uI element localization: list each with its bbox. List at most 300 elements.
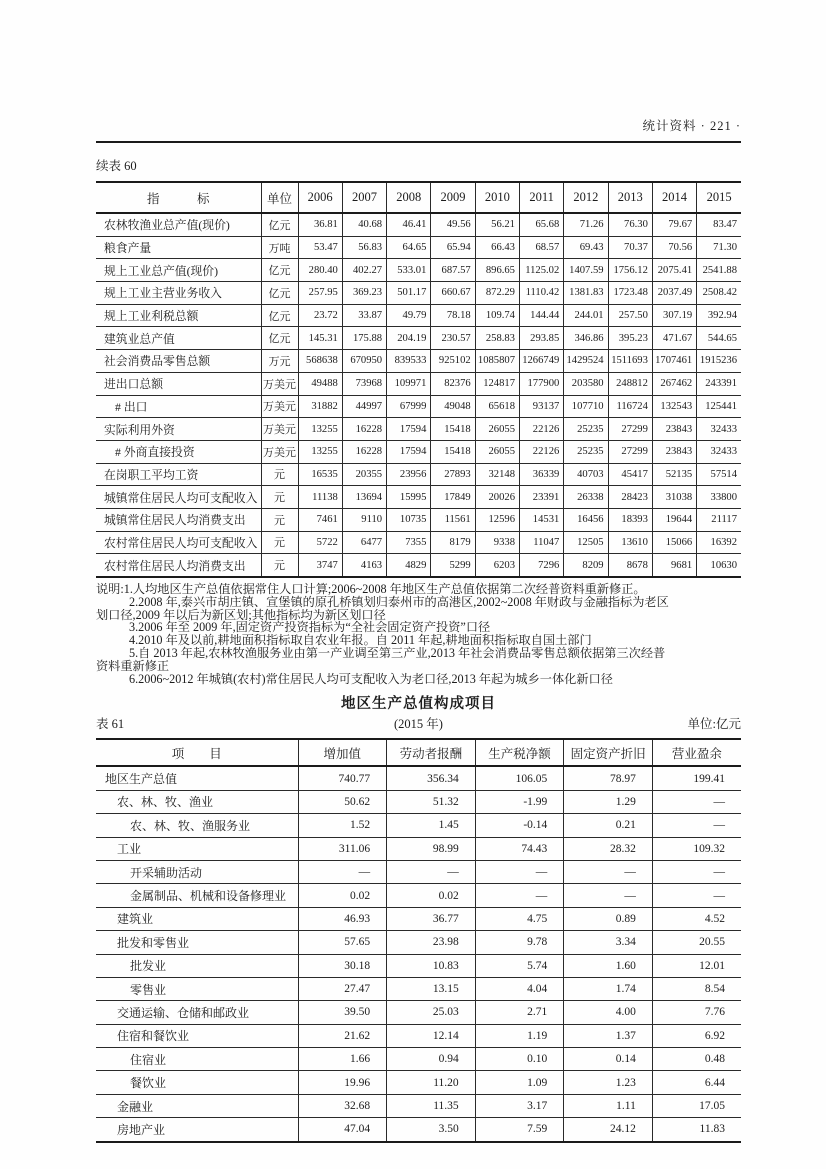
column-header-year: 2006: [298, 182, 342, 213]
column-header-year: 2008: [387, 182, 431, 213]
value-cell: 501.17: [387, 282, 431, 305]
value-cell: 1.37: [564, 1024, 653, 1047]
value-cell: 17849: [431, 486, 475, 509]
value-cell: 544.65: [697, 327, 741, 350]
table-row: [96, 1094, 741, 1117]
value-cell: —: [298, 860, 387, 883]
table-row: [96, 531, 741, 554]
item-cell: 批发和零售业: [96, 931, 298, 954]
value-cell: 98.99: [387, 837, 476, 860]
unit-cell: 万美元: [261, 418, 298, 441]
table61-title: 地区生产总值构成项目: [341, 696, 496, 713]
value-cell: 46.93: [298, 907, 387, 930]
table-row: [96, 213, 741, 236]
indicator-cell: 粮食产量: [96, 236, 261, 259]
value-cell: 27299: [608, 440, 652, 463]
note-line: 2.2008 年,泰兴市胡庄镇、宣堡镇的原孔桥镇划归泰州市的高港区,2002~2008 年财政与金融指标为老区: [129, 594, 669, 609]
value-cell: 2.71: [475, 1001, 564, 1024]
item-cell: 住宿和餐饮业: [96, 1024, 298, 1047]
value-cell: 13255: [298, 440, 342, 463]
note-line: 说明:1.人均地区生产总值依据常住人口计算;2006~2008 年地区生产总值依据第二次经普资料重新修正。: [96, 582, 646, 596]
value-cell: —: [652, 790, 741, 813]
value-cell: 109971: [387, 372, 431, 395]
value-cell: 1756.12: [608, 259, 652, 282]
value-cell: 69.43: [564, 236, 608, 259]
value-cell: 31038: [652, 486, 696, 509]
value-cell: 49488: [298, 372, 342, 395]
note-line: 资料重新修正: [96, 658, 170, 673]
table-row: [96, 884, 741, 907]
table-60: [96, 181, 741, 578]
value-cell: 0.48: [652, 1048, 741, 1071]
item-cell: 金属制品、机械和设备修理业: [96, 884, 298, 907]
value-cell: 23.72: [298, 304, 342, 327]
value-cell: 660.67: [431, 282, 475, 305]
value-cell: 27893: [431, 463, 475, 486]
value-cell: 4.00: [564, 1001, 653, 1024]
value-cell: 28423: [608, 486, 652, 509]
table-row: [96, 418, 741, 441]
value-cell: 1266749: [519, 350, 563, 373]
value-cell: 49048: [431, 395, 475, 418]
unit-cell: 万美元: [261, 440, 298, 463]
value-cell: 1511693: [608, 350, 652, 373]
value-cell: 9110: [342, 508, 386, 531]
value-cell: 1.45: [387, 814, 476, 837]
value-cell: 33800: [697, 486, 741, 509]
unit-cell: 亿元: [261, 213, 298, 236]
column-header-year: 2012: [564, 182, 608, 213]
value-cell: 124817: [475, 372, 519, 395]
indicator-cell: 城镇常住居民人均消费支出: [96, 508, 261, 531]
value-cell: 1.23: [564, 1071, 653, 1094]
value-cell: 2508.42: [697, 282, 741, 305]
page-content: [96, 116, 741, 1143]
table-row: [96, 236, 741, 259]
value-cell: 175.88: [342, 327, 386, 350]
value-cell: 15995: [387, 486, 431, 509]
value-cell: 1707461: [652, 350, 696, 373]
table-row: [96, 954, 741, 977]
value-cell: 896.65: [475, 259, 519, 282]
value-cell: 20026: [475, 486, 519, 509]
value-cell: 32433: [697, 440, 741, 463]
notes-block: [96, 583, 741, 685]
indicator-cell: 建筑业总产值: [96, 327, 261, 350]
column-header: 固定资产折旧: [564, 739, 653, 766]
table-row: [96, 350, 741, 373]
value-cell: 16392: [697, 531, 741, 554]
value-cell: 52135: [652, 463, 696, 486]
value-cell: 1.52: [298, 814, 387, 837]
table-row: [96, 977, 741, 1000]
note-line: 划口径,2009 年以后为新区划;其他指标均为新区划口径: [96, 607, 386, 622]
value-cell: 4163: [342, 554, 386, 577]
table-row: [96, 1118, 741, 1142]
value-cell: 45417: [608, 463, 652, 486]
value-cell: 471.67: [652, 327, 696, 350]
value-cell: 145.31: [298, 327, 342, 350]
value-cell: 16535: [298, 463, 342, 486]
value-cell: 16228: [342, 418, 386, 441]
value-cell: 74.43: [475, 837, 564, 860]
value-cell: 50.62: [298, 790, 387, 813]
column-header-year: 2011: [519, 182, 563, 213]
value-cell: 23.98: [387, 931, 476, 954]
indicator-cell: 城镇常住居民人均可支配收入: [96, 486, 261, 509]
value-cell: 23391: [519, 486, 563, 509]
value-cell: 18393: [608, 508, 652, 531]
value-cell: 4.04: [475, 977, 564, 1000]
value-cell: 66.43: [475, 236, 519, 259]
value-cell: 11.20: [387, 1071, 476, 1094]
value-cell: 46.41: [387, 213, 431, 236]
value-cell: 28.32: [564, 837, 653, 860]
value-cell: 33.87: [342, 304, 386, 327]
indicator-cell: 规上工业主营业务收入: [96, 282, 261, 305]
value-cell: 31882: [298, 395, 342, 418]
value-cell: 17.05: [652, 1094, 741, 1117]
value-cell: 1.19: [475, 1024, 564, 1047]
value-cell: 30.18: [298, 954, 387, 977]
value-cell: 132543: [652, 395, 696, 418]
value-cell: 125441: [697, 395, 741, 418]
value-cell: 56.83: [342, 236, 386, 259]
value-cell: 1.11: [564, 1094, 653, 1117]
table-row: [96, 486, 741, 509]
value-cell: 5.74: [475, 954, 564, 977]
value-cell: 1.09: [475, 1071, 564, 1094]
value-cell: 27299: [608, 418, 652, 441]
value-cell: 2037.49: [652, 282, 696, 305]
value-cell: 5299: [431, 554, 475, 577]
table61-header: [96, 739, 741, 766]
value-cell: 20355: [342, 463, 386, 486]
value-cell: 3.50: [387, 1118, 476, 1142]
indicator-cell: # 出口: [96, 395, 261, 418]
value-cell: 107710: [564, 395, 608, 418]
value-cell: —: [652, 814, 741, 837]
value-cell: 740.77: [298, 766, 387, 790]
value-cell: 4.75: [475, 907, 564, 930]
value-cell: 16456: [564, 508, 608, 531]
value-cell: 1429524: [564, 350, 608, 373]
item-cell: 批发业: [96, 954, 298, 977]
value-cell: 533.01: [387, 259, 431, 282]
value-cell: 23956: [387, 463, 431, 486]
column-header-year: 2013: [608, 182, 652, 213]
indicator-cell: 在岗职工平均工资: [96, 463, 261, 486]
indicator-cell: 进出口总额: [96, 372, 261, 395]
value-cell: 670950: [342, 350, 386, 373]
item-cell: 住宿业: [96, 1048, 298, 1071]
value-cell: 44997: [342, 395, 386, 418]
value-cell: —: [475, 884, 564, 907]
value-cell: 144.44: [519, 304, 563, 327]
value-cell: 7296: [519, 554, 563, 577]
value-cell: 307.19: [652, 304, 696, 327]
value-cell: 116724: [608, 395, 652, 418]
value-cell: —: [652, 860, 741, 883]
value-cell: 346.86: [564, 327, 608, 350]
value-cell: 24.12: [564, 1118, 653, 1142]
value-cell: 19644: [652, 508, 696, 531]
indicator-cell: 规上工业利税总额: [96, 304, 261, 327]
value-cell: 2075.41: [652, 259, 696, 282]
value-cell: 93137: [519, 395, 563, 418]
table-row: [96, 1024, 741, 1047]
table-row: [96, 931, 741, 954]
value-cell: 11047: [519, 531, 563, 554]
value-cell: 13255: [298, 418, 342, 441]
note-line: 6.2006~2012 年城镇(农村)常住居民人均可支配收入为老口径,2013 年起为城乡一体化新口径: [129, 671, 613, 686]
indicator-cell: 社会消费品零售总额: [96, 350, 261, 373]
page-header-text: 统计资料 · 221 ·: [642, 119, 741, 133]
note-line: 3.2006 年至 2009 年,固定资产投资指标为“全社会固定资产投资”口径: [129, 620, 491, 635]
value-cell: -0.14: [475, 814, 564, 837]
column-header-year: 2007: [342, 182, 386, 213]
value-cell: 15418: [431, 440, 475, 463]
value-cell: 20.55: [652, 931, 741, 954]
table-row: [96, 395, 741, 418]
value-cell: 248812: [608, 372, 652, 395]
value-cell: 8179: [431, 531, 475, 554]
item-cell: 交通运输、仓储和邮政业: [96, 1001, 298, 1024]
value-cell: 687.57: [431, 259, 475, 282]
item-cell: 餐饮业: [96, 1071, 298, 1094]
value-cell: 230.57: [431, 327, 475, 350]
value-cell: 23843: [652, 418, 696, 441]
value-cell: 57514: [697, 463, 741, 486]
value-cell: 13610: [608, 531, 652, 554]
value-cell: 65618: [475, 395, 519, 418]
value-cell: 56.21: [475, 213, 519, 236]
value-cell: 83.47: [697, 213, 741, 236]
indicator-cell: 农村常住居民人均消费支出: [96, 554, 261, 577]
value-cell: 9338: [475, 531, 519, 554]
value-cell: 356.34: [387, 766, 476, 790]
value-cell: 36339: [519, 463, 563, 486]
value-cell: 26338: [564, 486, 608, 509]
value-cell: —: [564, 860, 653, 883]
value-cell: 11.83: [652, 1118, 741, 1142]
value-cell: 6477: [342, 531, 386, 554]
note-line: 5.自 2013 年起,农林牧渔服务业由第一产业调至第三产业,2013 年社会消费品零售总额依据第三次经普: [129, 645, 666, 660]
value-cell: 10.83: [387, 954, 476, 977]
value-cell: 1085807: [475, 350, 519, 373]
value-cell: 71.30: [697, 236, 741, 259]
value-cell: —: [387, 860, 476, 883]
value-cell: 17594: [387, 418, 431, 441]
indicator-cell: # 外商直接投资: [96, 440, 261, 463]
table-row: [96, 508, 741, 531]
value-cell: 0.94: [387, 1048, 476, 1071]
value-cell: 109.32: [652, 837, 741, 860]
unit-cell: 亿元: [261, 259, 298, 282]
value-cell: 395.23: [608, 327, 652, 350]
table61-unit-note: 单位:亿元: [687, 717, 741, 732]
value-cell: 4.52: [652, 907, 741, 930]
column-header-year: 2009: [431, 182, 475, 213]
value-cell: 199.41: [652, 766, 741, 790]
table60-body: [96, 213, 741, 577]
table-row: [96, 282, 741, 305]
value-cell: 257.50: [608, 304, 652, 327]
unit-cell: 万美元: [261, 395, 298, 418]
value-cell: 257.95: [298, 282, 342, 305]
value-cell: 12.14: [387, 1024, 476, 1047]
value-cell: 177900: [519, 372, 563, 395]
item-cell: 农、林、牧、渔服务业: [96, 814, 298, 837]
table-row: [96, 372, 741, 395]
value-cell: 47.04: [298, 1118, 387, 1142]
value-cell: 244.01: [564, 304, 608, 327]
value-cell: 32433: [697, 418, 741, 441]
value-cell: 14531: [519, 508, 563, 531]
value-cell: —: [652, 884, 741, 907]
value-cell: 19.96: [298, 1071, 387, 1094]
value-cell: 293.85: [519, 327, 563, 350]
value-cell: 32.68: [298, 1094, 387, 1117]
column-header: 项 目: [96, 739, 298, 766]
value-cell: 9681: [652, 554, 696, 577]
table-row: [96, 837, 741, 860]
item-cell: 金融业: [96, 1094, 298, 1117]
value-cell: 258.83: [475, 327, 519, 350]
value-cell: 57.65: [298, 931, 387, 954]
value-cell: 23843: [652, 440, 696, 463]
unit-cell: 亿元: [261, 304, 298, 327]
value-cell: 6.44: [652, 1071, 741, 1094]
value-cell: 7355: [387, 531, 431, 554]
value-cell: 40703: [564, 463, 608, 486]
value-cell: 243391: [697, 372, 741, 395]
value-cell: 1.74: [564, 977, 653, 1000]
value-cell: 402.27: [342, 259, 386, 282]
value-cell: 21117: [697, 508, 741, 531]
value-cell: 8209: [564, 554, 608, 577]
value-cell: 9.78: [475, 931, 564, 954]
value-cell: 11561: [431, 508, 475, 531]
value-cell: 15418: [431, 418, 475, 441]
value-cell: 25235: [564, 440, 608, 463]
value-cell: —: [475, 860, 564, 883]
value-cell: 13694: [342, 486, 386, 509]
value-cell: 7461: [298, 508, 342, 531]
value-cell: 73968: [342, 372, 386, 395]
item-cell: 建筑业: [96, 907, 298, 930]
value-cell: 22126: [519, 440, 563, 463]
value-cell: 70.37: [608, 236, 652, 259]
table-61: [96, 738, 741, 1142]
column-header: 营业盈余: [652, 739, 741, 766]
value-cell: 17594: [387, 440, 431, 463]
value-cell: 369.23: [342, 282, 386, 305]
value-cell: 0.14: [564, 1048, 653, 1071]
value-cell: 1723.48: [608, 282, 652, 305]
value-cell: 26055: [475, 440, 519, 463]
unit-cell: 元: [261, 486, 298, 509]
unit-cell: 亿元: [261, 327, 298, 350]
value-cell: 15066: [652, 531, 696, 554]
value-cell: 204.19: [387, 327, 431, 350]
table-row: [96, 907, 741, 930]
value-cell: 82376: [431, 372, 475, 395]
column-header: 生产税净额: [475, 739, 564, 766]
column-header: 劳动者报酬: [387, 739, 476, 766]
unit-cell: 万元: [261, 350, 298, 373]
value-cell: 71.26: [564, 213, 608, 236]
value-cell: 79.67: [652, 213, 696, 236]
value-cell: 64.65: [387, 236, 431, 259]
value-cell: 203580: [564, 372, 608, 395]
value-cell: 2541.88: [697, 259, 741, 282]
value-cell: 0.02: [298, 884, 387, 907]
value-cell: 39.50: [298, 1001, 387, 1024]
column-header: 增加值: [298, 739, 387, 766]
value-cell: 3.17: [475, 1094, 564, 1117]
value-cell: 1.66: [298, 1048, 387, 1071]
value-cell: 10630: [697, 554, 741, 577]
value-cell: 12596: [475, 508, 519, 531]
value-cell: 0.21: [564, 814, 653, 837]
value-cell: 25235: [564, 418, 608, 441]
value-cell: 49.56: [431, 213, 475, 236]
item-cell: 零售业: [96, 977, 298, 1000]
table60-header: [96, 182, 741, 213]
value-cell: 36.77: [387, 907, 476, 930]
item-cell: 开采辅助活动: [96, 860, 298, 883]
value-cell: 568638: [298, 350, 342, 373]
table-row: [96, 1001, 741, 1024]
value-cell: 76.30: [608, 213, 652, 236]
table-row: [96, 1071, 741, 1094]
column-header-year: 2014: [652, 182, 696, 213]
value-cell: 6203: [475, 554, 519, 577]
value-cell: 280.40: [298, 259, 342, 282]
item-cell: 农、林、牧、渔业: [96, 790, 298, 813]
item-cell: 工业: [96, 837, 298, 860]
table61-caption: 表 61: [96, 717, 125, 732]
value-cell: 3.34: [564, 931, 653, 954]
table61-subtitle: (2015 年): [394, 717, 443, 732]
value-cell: 3747: [298, 554, 342, 577]
value-cell: 1915236: [697, 350, 741, 373]
unit-cell: 元: [261, 554, 298, 577]
value-cell: 392.94: [697, 304, 741, 327]
value-cell: 1125.02: [519, 259, 563, 282]
value-cell: 0.10: [475, 1048, 564, 1071]
value-cell: 1407.59: [564, 259, 608, 282]
table-row: [96, 304, 741, 327]
note-line: 4.2010 年及以前,耕地面积指标取自农业年报。自 2011 年起,耕地面积指标取自国土部门: [129, 633, 592, 648]
value-cell: 12505: [564, 531, 608, 554]
item-cell: 地区生产总值: [96, 766, 298, 790]
table-row: [96, 860, 741, 883]
value-cell: 51.32: [387, 790, 476, 813]
value-cell: 78.97: [564, 766, 653, 790]
unit-cell: 元: [261, 531, 298, 554]
value-cell: —: [564, 884, 653, 907]
value-cell: 1110.42: [519, 282, 563, 305]
value-cell: 21.62: [298, 1024, 387, 1047]
value-cell: 25.03: [387, 1001, 476, 1024]
table61-header-row: [96, 739, 741, 766]
unit-cell: 万美元: [261, 372, 298, 395]
value-cell: 27.47: [298, 977, 387, 1000]
value-cell: 11.35: [387, 1094, 476, 1117]
value-cell: 872.29: [475, 282, 519, 305]
